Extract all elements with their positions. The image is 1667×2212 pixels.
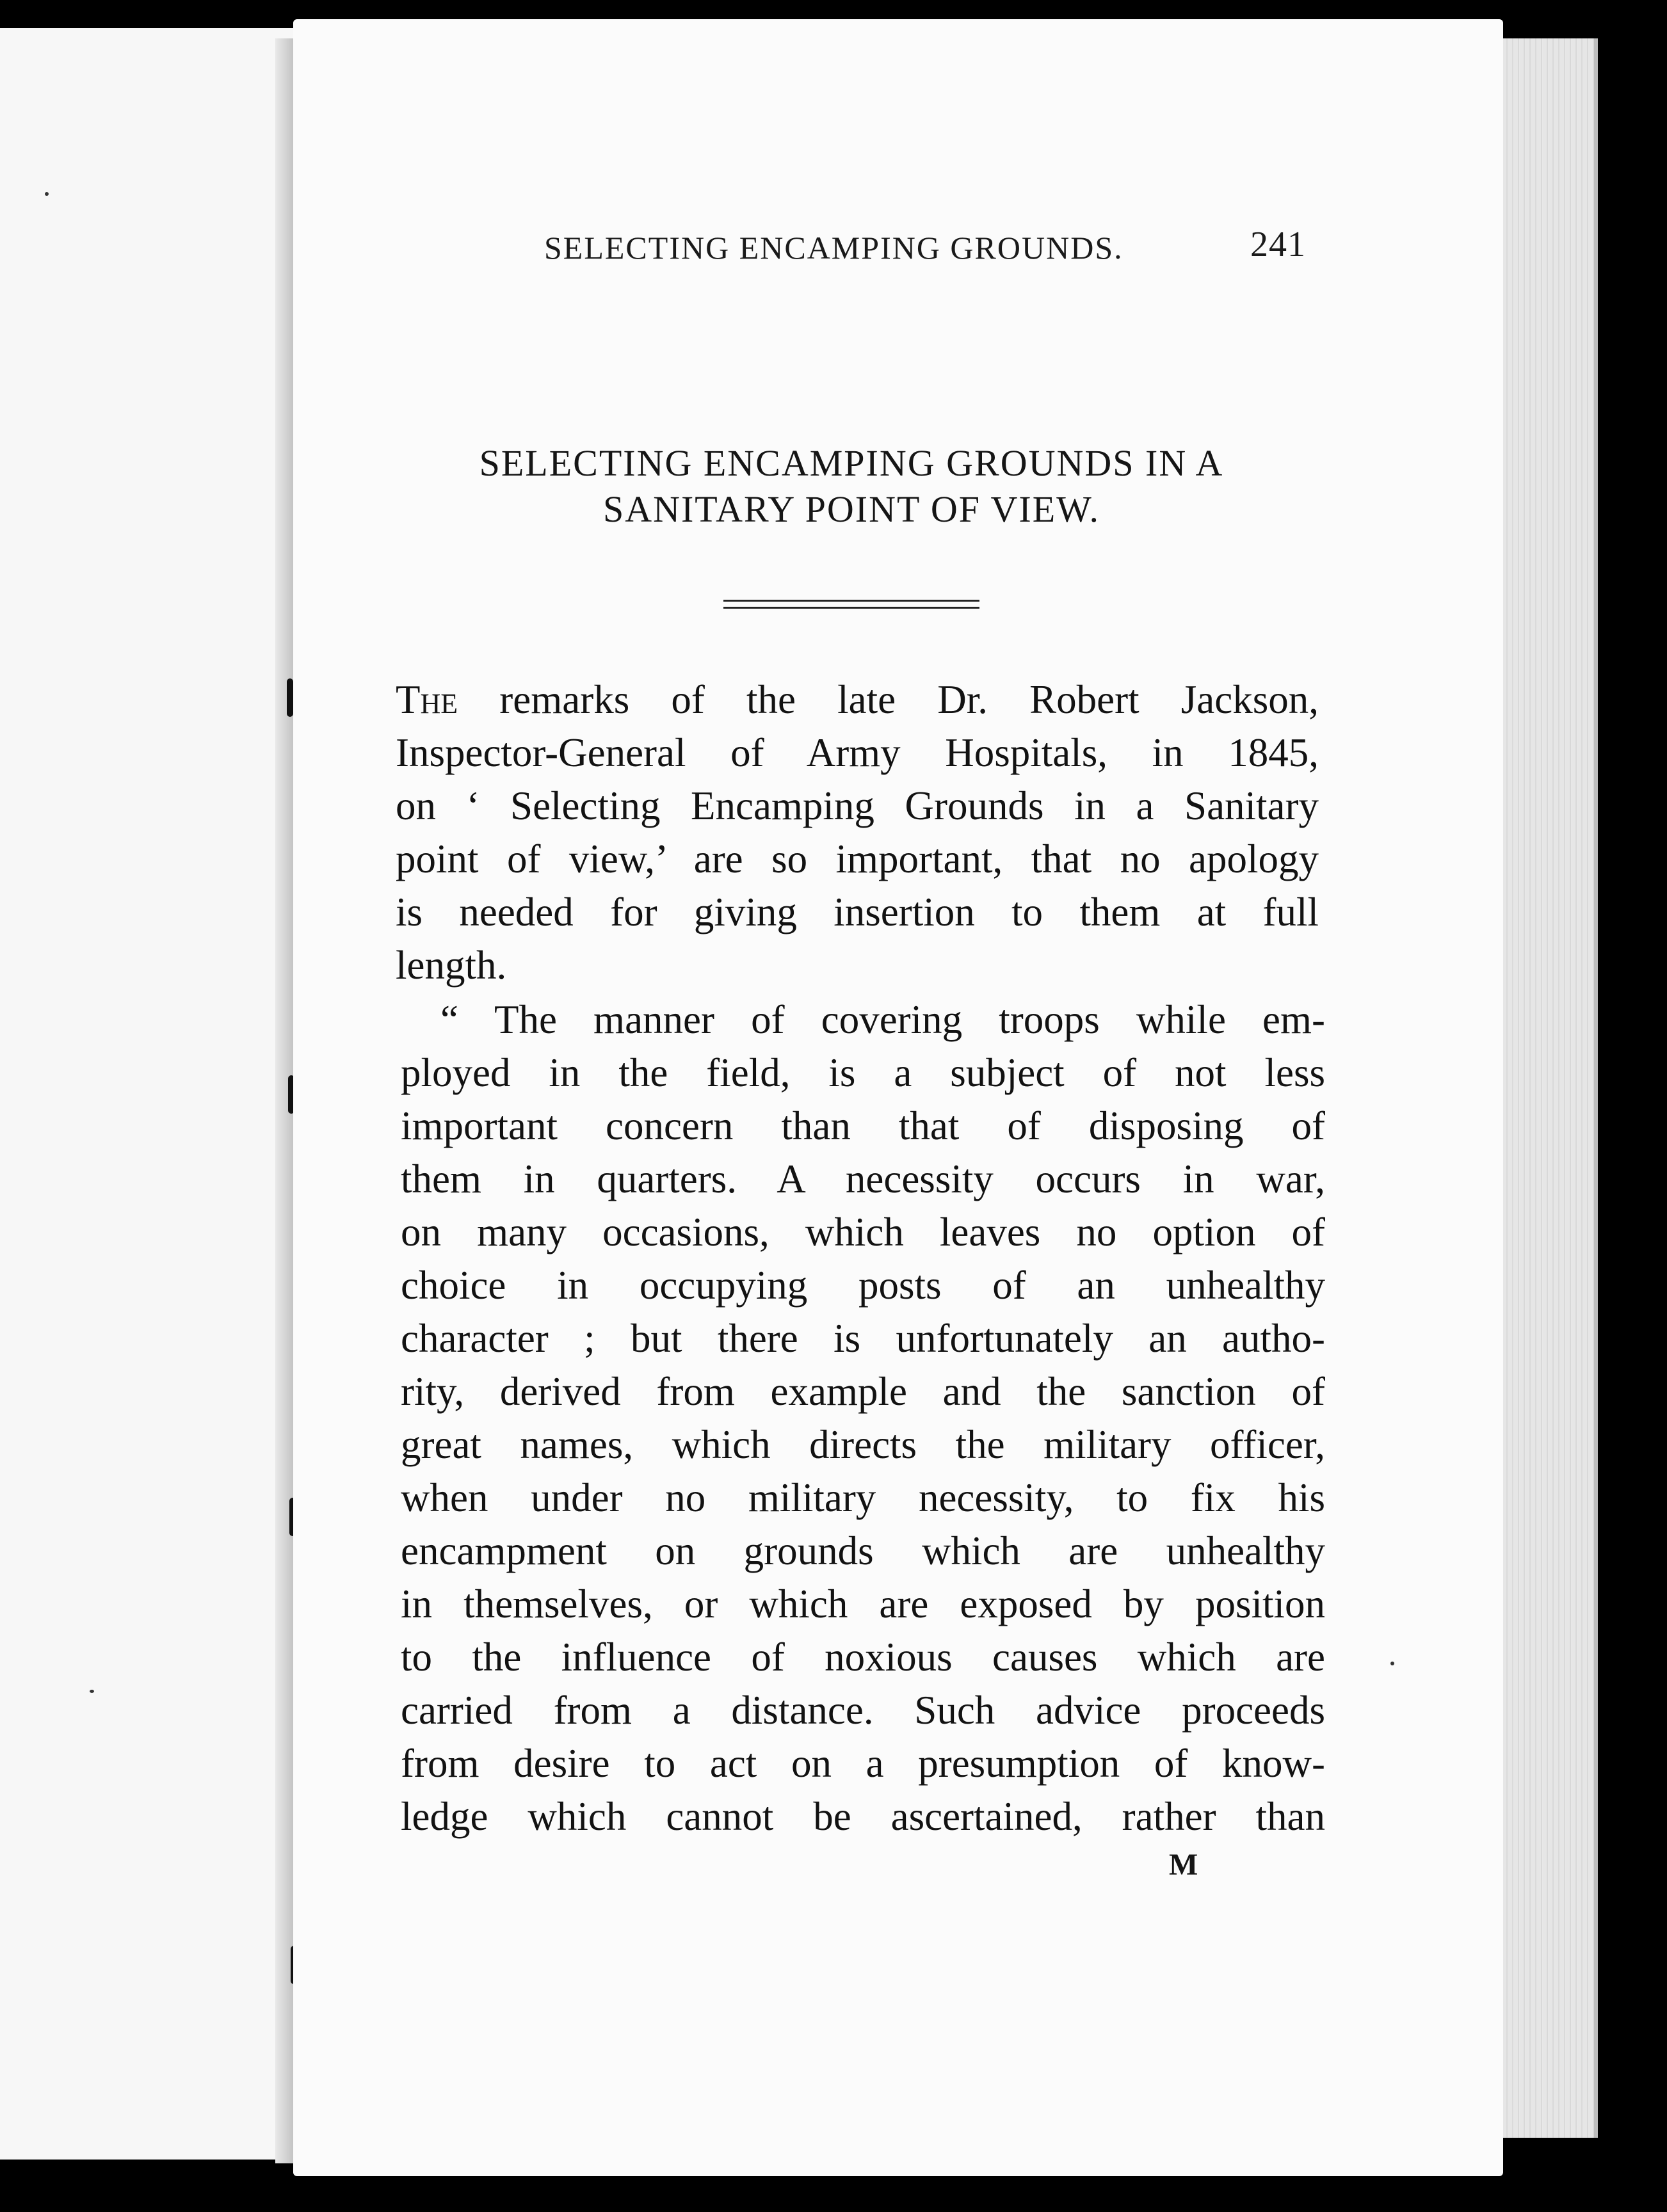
lead-word: The [396, 677, 458, 722]
text-line: on many occasions, which leaves no option of [401, 1210, 1325, 1254]
text-line: character ; but there is unfortunately an autho- [401, 1316, 1325, 1361]
text-line: rity, derived from example and the sanction of [401, 1369, 1325, 1414]
left-page [0, 28, 320, 2160]
ink-speck [1390, 1662, 1394, 1665]
text-line: is needed for giving insertion to them at full [396, 890, 1319, 934]
binding-stitch [287, 678, 293, 717]
paragraph-2 [401, 993, 1325, 1843]
page-number: 241 [1250, 225, 1306, 264]
text-line: point of view,’ are so important, that no apology [396, 837, 1319, 881]
text-line: choice in occupying posts of an unhealthy [401, 1263, 1325, 1308]
ink-speck [45, 192, 49, 196]
running-head [544, 225, 1306, 268]
text-line: “ The manner of covering troops while em- [440, 997, 1325, 1042]
chapter-title-line: SANITARY POINT OF VIEW. [602, 488, 1100, 530]
text-line: important concern than that of disposing of [401, 1103, 1325, 1148]
text-line: in themselves, or which are exposed by position [401, 1582, 1325, 1626]
text-line: great names, which directs the military officer, [401, 1422, 1325, 1467]
text-line: them in quarters. A necessity occurs in war, [401, 1157, 1325, 1201]
ink-speck [90, 1690, 94, 1693]
text-line: ledge which cannot be ascertained, rather than [401, 1794, 1325, 1839]
text-line: The remarks of the late Dr. Robert Jackson, [396, 677, 1319, 722]
text-line: encampment on grounds which are unhealthy [401, 1528, 1325, 1573]
title-rule [723, 600, 979, 609]
chapter-title-line: SELECTING ENCAMPING GROUNDS IN A [479, 442, 1224, 484]
paragraph-1 [396, 673, 1319, 992]
text-line: length. [396, 943, 507, 988]
running-title: SELECTING ENCAMPING GROUNDS. [544, 230, 1123, 266]
text-line: Inspector-General of Army Hospitals, in 1845, [396, 730, 1319, 775]
text-line: ployed in the field, is a subject of not less [401, 1050, 1325, 1095]
text-line: to the influence of noxious causes which are [401, 1635, 1325, 1679]
text-line: carried from a distance. Such advice proceeds [401, 1688, 1325, 1733]
chapter-title [397, 440, 1306, 533]
text-line: from desire to act on a presumption of know- [401, 1741, 1325, 1786]
text-line: when under no military necessity, to fix his [401, 1475, 1325, 1520]
signature-mark: M [1169, 1848, 1198, 1882]
text-line: on ‘ Selecting Encamping Grounds in a Sanitary [396, 783, 1319, 828]
